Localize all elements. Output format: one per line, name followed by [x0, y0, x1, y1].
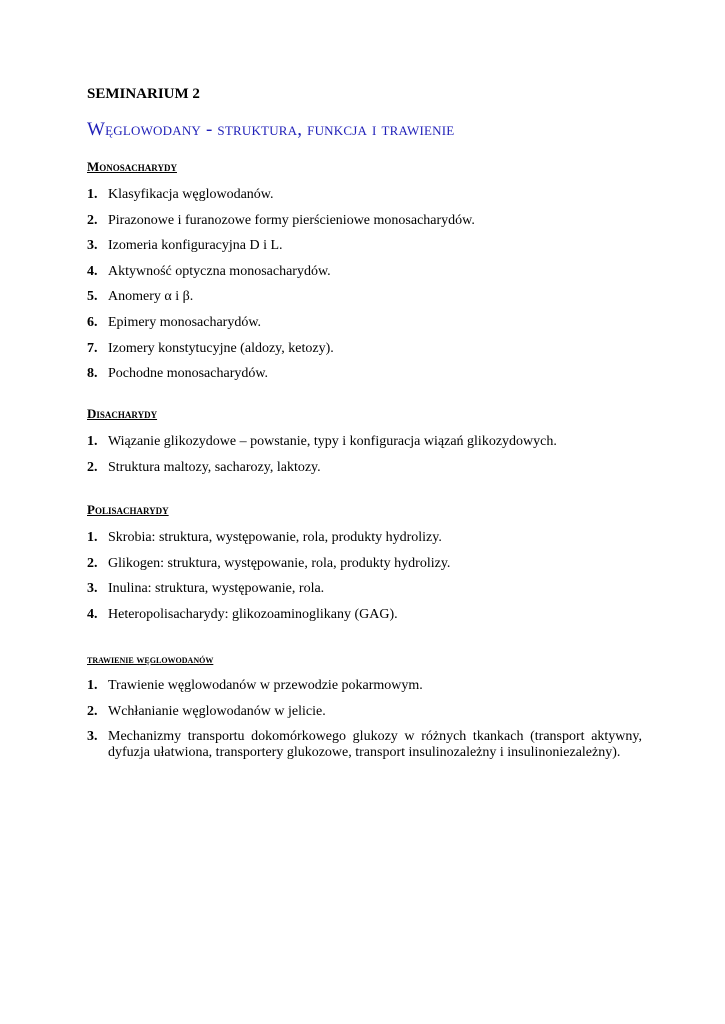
list-item	[87, 729, 642, 761]
topic-list	[87, 530, 642, 623]
section-heading: Monosacharydy	[87, 159, 177, 174]
item-text: Pirazonowe i furanozowe formy pierścieniowe monosacharydów.	[108, 212, 475, 228]
list-item	[87, 678, 642, 694]
item-number: 4.	[87, 606, 98, 622]
item-number: 3.	[87, 581, 98, 597]
section-disacharydy	[87, 406, 642, 485]
page-title: Węglowodany - struktura, funkcja i trawienie	[87, 119, 455, 140]
item-number: 1.	[87, 187, 98, 202]
section-heading: Polisacharydy	[87, 502, 169, 517]
item-number: 1.	[87, 678, 98, 693]
item-text: Wiązanie glikozydowe – powstanie, typy i konfiguracja wiązań glikozydowych.	[108, 434, 557, 449]
item-number: 1.	[87, 530, 98, 545]
topic-list	[87, 187, 642, 382]
list-item	[87, 434, 642, 450]
list-item	[87, 581, 642, 597]
item-number: 2.	[87, 703, 98, 719]
item-number: 1.	[87, 434, 98, 449]
section-trawienie	[87, 654, 642, 771]
list-item	[87, 607, 642, 623]
item-text: Glikogen: struktura, występowanie, rola, produkty hydrolizy.	[108, 555, 451, 571]
item-text: Inulina: struktura, występowanie, rola.	[108, 581, 325, 597]
item-text: Pochodne monosacharydów.	[108, 366, 269, 382]
item-text: Wchłanianie węglowodanów w jelicie.	[108, 703, 326, 719]
section-monosacharydy	[87, 159, 642, 392]
list-item	[87, 238, 642, 254]
item-number: 5.	[87, 289, 98, 305]
item-text: Trawienie węglowodanów w przewodzie pokarmowym.	[108, 678, 423, 693]
list-item	[87, 704, 642, 720]
section-heading: trawienie węglowodanów	[87, 654, 214, 666]
list-item	[87, 460, 642, 476]
item-number: 6.	[87, 314, 98, 330]
list-item	[87, 366, 642, 382]
item-text: Anomery α i β.	[108, 289, 194, 305]
list-item	[87, 289, 642, 305]
list-item	[87, 556, 642, 572]
list-item	[87, 341, 642, 357]
item-text: Klasyfikacja węglowodanów.	[108, 187, 274, 202]
item-number: 2.	[87, 212, 98, 228]
section-heading: Disacharydy	[87, 406, 158, 421]
item-number: 4.	[87, 263, 98, 279]
section-polisacharydy	[87, 502, 642, 632]
seminar-label: SEMINARIUM 2	[87, 86, 200, 102]
item-text: Epimery monosacharydów.	[108, 314, 262, 330]
list-item	[87, 315, 642, 331]
list-item	[87, 213, 642, 229]
item-number: 7.	[87, 340, 98, 356]
item-text: Izomery konstytucyjne (aldozy, ketozy).	[108, 340, 334, 356]
topic-list	[87, 434, 642, 476]
item-number: 2.	[87, 459, 98, 475]
list-item	[87, 264, 642, 280]
item-text: Struktura maltozy, sacharozy, laktozy.	[108, 459, 321, 475]
topic-list	[87, 678, 642, 761]
item-text: Mechanizmy transportu dokomórkowego glukozy w różnych tkankach (transport aktywny, dyfuzja ułatwiona, transportery glukozowe, transport insulinozależny i insulinoniezależny).	[108, 729, 642, 761]
item-number: 8.	[87, 366, 98, 382]
item-number: 3.	[87, 729, 98, 745]
item-text: Skrobia: struktura, występowanie, rola, produkty hydrolizy.	[108, 530, 442, 545]
item-text: Izomeria konfiguracyjna D i L.	[108, 238, 283, 254]
item-text: Aktywność optyczna monosacharydów.	[108, 263, 331, 279]
list-item	[87, 187, 642, 203]
item-number: 2.	[87, 555, 98, 571]
item-number: 3.	[87, 238, 98, 254]
item-text: Heteropolisacharydy: glikozoaminoglikany (GAG).	[108, 606, 398, 622]
list-item	[87, 530, 642, 546]
